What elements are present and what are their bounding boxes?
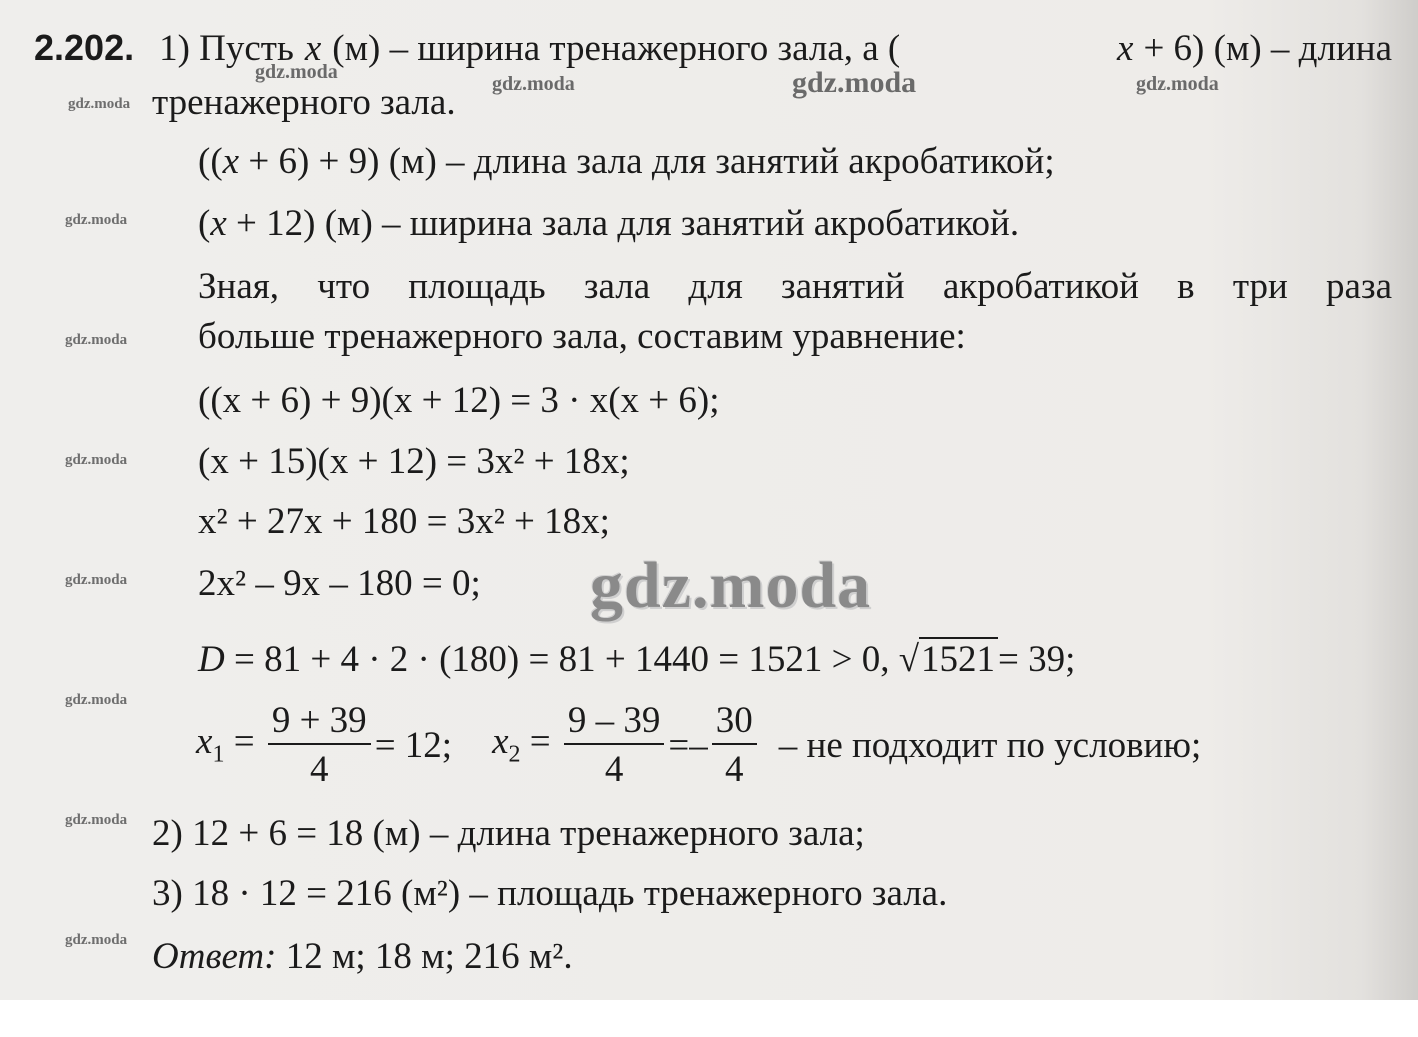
watermark: gdz.moda (792, 66, 917, 99)
variable-x: x (222, 141, 240, 182)
bottom-strip (0, 1000, 1418, 1037)
sqrt-value: 1521 (919, 637, 998, 678)
line1-mid: (м) – ширина тренажерного зала, а ( (332, 28, 901, 69)
sqrt-sign: √ (898, 639, 920, 680)
watermark: gdz.moda (68, 96, 131, 112)
watermark: gdz.moda (65, 932, 128, 948)
x2-fraction (564, 702, 665, 788)
variable-x: x (304, 28, 322, 69)
discriminant-text: = 81 + 4 · 2 · (180) = 81 + 1440 = 1521 > 0, (233, 639, 890, 680)
watermark: gdz.moda (255, 61, 338, 83)
variable-x: x (1117, 28, 1134, 69)
x2-denominator: 4 (604, 749, 624, 790)
x2-neg-denominator: 4 (725, 749, 744, 790)
answer-label: Ответ: (152, 936, 277, 977)
x2-numerator: 9 – 39 (564, 702, 665, 745)
x1-value: = 12; (374, 724, 453, 766)
discriminant-line (198, 637, 1075, 678)
problem-line-1 (34, 27, 1392, 69)
watermark: gdz.moda (65, 692, 128, 708)
line3-text: + 6) + 9) (м) – длина зала для занятий акробатикой; (248, 141, 1055, 182)
watermark-large: gdz.moda (590, 549, 872, 622)
roots-line (196, 702, 1201, 788)
watermark: gdz.moda (1136, 73, 1219, 95)
watermark: gdz.moda (65, 812, 128, 828)
discriminant-symbol: D (198, 639, 225, 680)
x1-numerator: 9 + 39 (268, 702, 371, 745)
step-2: 2) 12 + 6 = 18 (м) – длина тренажерного зала; (152, 813, 865, 854)
equals-minus: =– (668, 724, 708, 766)
problem-line-6: больше тренажерного зала, составим уравнение: (198, 316, 966, 357)
x2-neg-fraction (712, 702, 757, 788)
line1-end: + 6) (м) – длина (1143, 28, 1392, 69)
problem-number: 2.202. (34, 27, 135, 68)
problem-line-4 (198, 205, 1019, 242)
sqrt-result: = 39; (998, 639, 1076, 680)
x1-denominator: 4 (310, 749, 329, 790)
answer-line (152, 938, 573, 975)
x1-fraction (268, 702, 371, 788)
variable-x: x (210, 203, 227, 244)
problem-line-2: тренажерного зала. (152, 82, 456, 123)
watermark: gdz.moda (492, 73, 575, 95)
line1-lead: 1) Пусть (159, 28, 294, 69)
watermark: gdz.moda (65, 332, 128, 348)
equation-4: 2x² – 9x – 180 = 0; (198, 563, 481, 604)
line4-text: + 12) (м) – ширина зала для занятий акробатикой. (236, 203, 1020, 244)
watermark: gdz.moda (65, 212, 128, 228)
paren: ( (198, 203, 211, 244)
equation-3: x² + 27x + 180 = 3x² + 18x; (198, 501, 610, 542)
x2-note: – не подходит по условию; (778, 724, 1202, 766)
paren: (( (198, 141, 223, 182)
step-3: 3) 18 · 12 = 216 (м²) – площадь тренажерного зала. (152, 873, 948, 914)
equation-1: ((x + 6) + 9)(x + 12) = 3 · x(x + 6); (198, 380, 720, 421)
equation-2: (x + 15)(x + 12) = 3x² + 18x; (198, 441, 630, 482)
watermark: gdz.moda (65, 572, 128, 588)
x2-label: $x_2$ = (492, 721, 560, 768)
problem-line-5: Зная, что площадь зала для занятий акробатикой в три раза (198, 266, 1392, 307)
x1-label: $x_1$ = (196, 721, 264, 768)
problem-line-3 (198, 143, 1055, 180)
watermark: gdz.moda (65, 452, 128, 468)
answer-text: 12 м; 18 м; 216 м². (285, 936, 573, 977)
x2-neg-numerator: 30 (712, 702, 757, 745)
